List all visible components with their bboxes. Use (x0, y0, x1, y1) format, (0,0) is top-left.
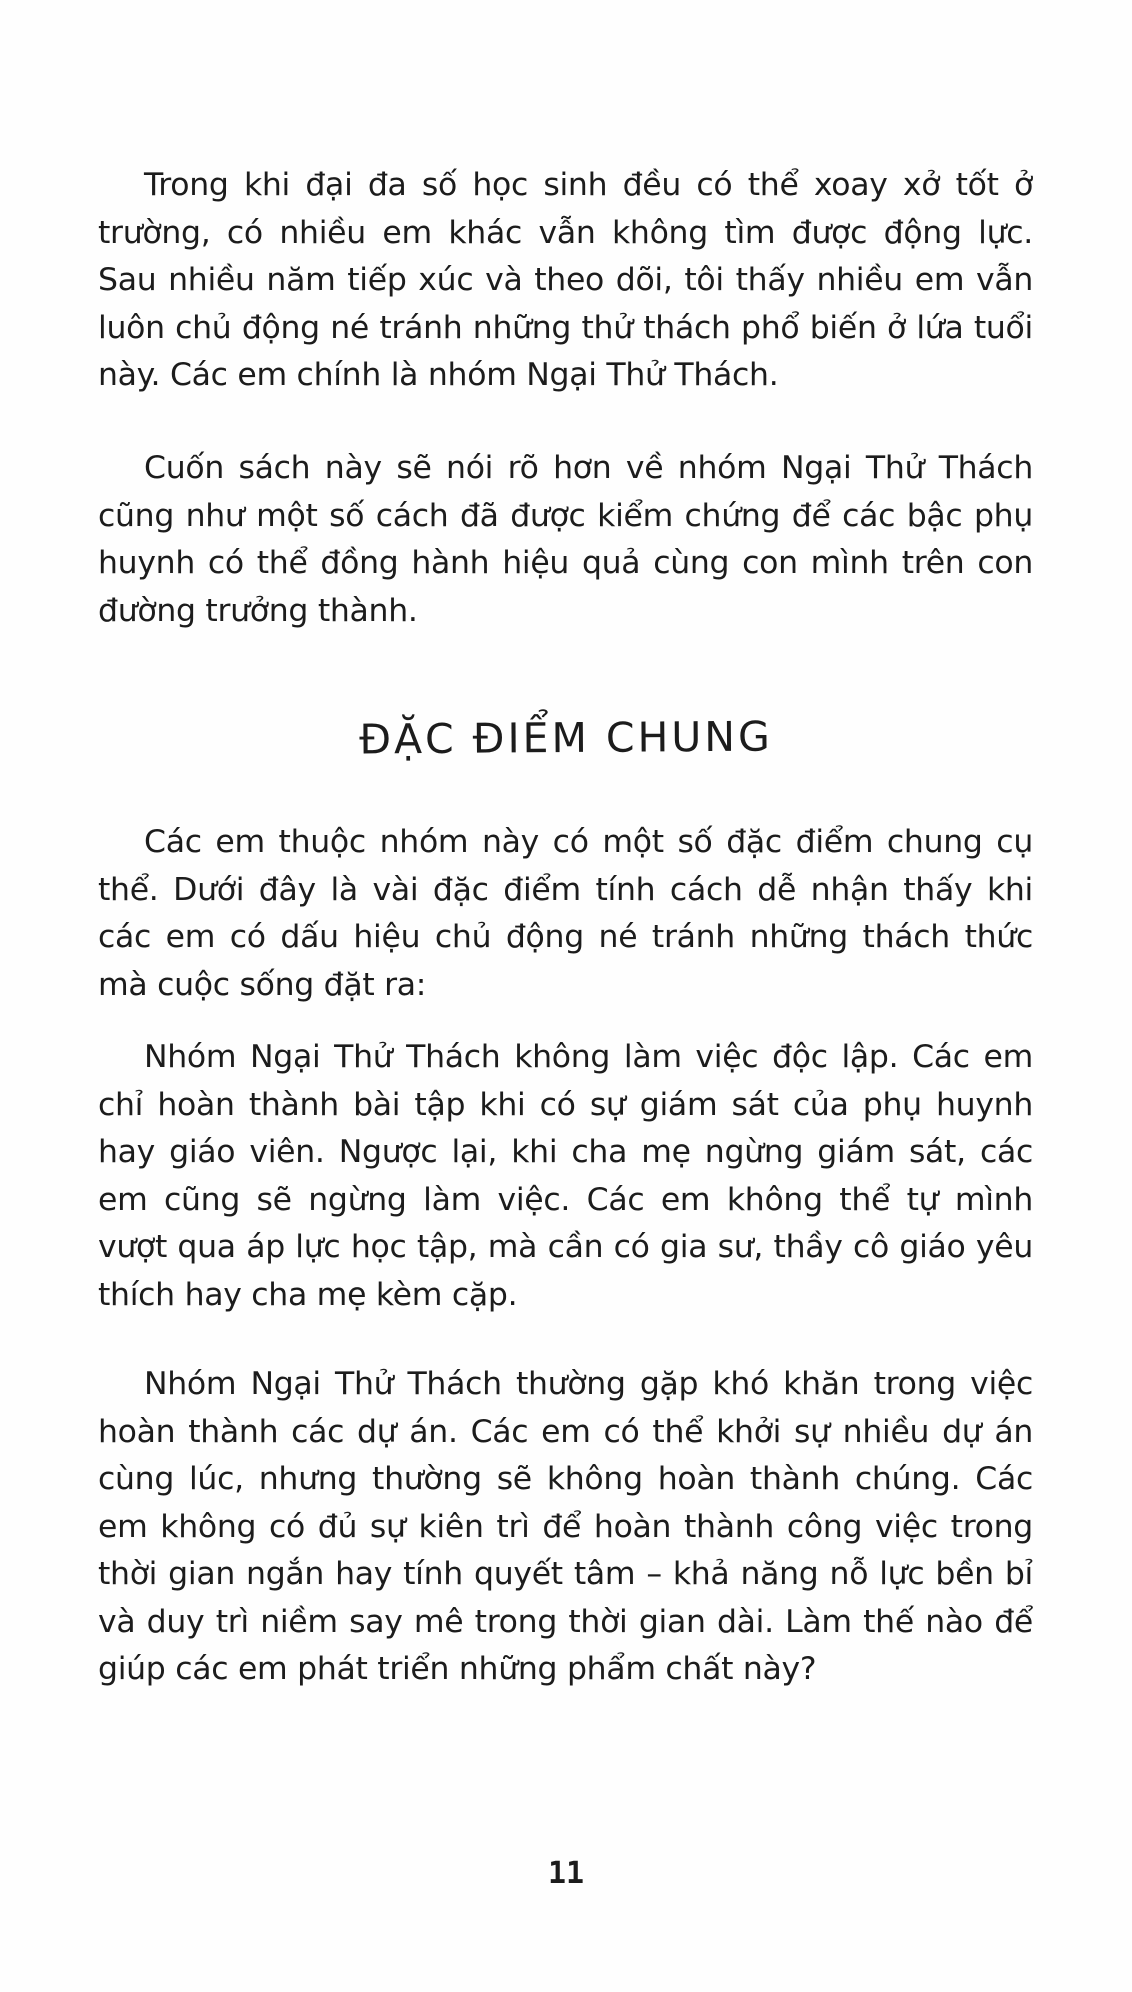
paragraph-not-independent: Nhóm Ngại Thử Thách không làm việc độc lập. Các em chỉ hoàn thành bài tập khi có sự giám sát của phụ huynh hay giáo viên. Ngược lại, khi cha mẹ ngừng giám sát, các em cũng sẽ ngừng làm việc. Các em không thể tự mình vượt qua áp lực học tập, mà cần có gia sư, thầy cô giáo yêu thích hay cha mẹ kèm cặp. (98, 1039, 1033, 1313)
page-number: 11 (547, 1856, 585, 1891)
paragraph-intro: Trong khi đại đa số học sinh đều có thể xoay xở tốt ở trường, có nhiều em khác vẫn không tìm được động lực. Sau nhiều năm tiếp xúc và theo dõi, tôi thấy nhiều em vẫn luôn chủ động né tránh những thử thách phổ biến ở lứa tuổi này. Các em chính là nhóm Ngại Thử Thách. (98, 167, 1033, 393)
paragraph-section-intro: Các em thuộc nhóm này có một số đặc điểm chung cụ thể. Dưới đây là vài đặc điểm tính cách dễ nhận thấy khi các em có dấu hiệu chủ động né tránh những thách thức mà cuộc sống đặt ra: (98, 824, 1033, 1003)
paragraph-unfinished-projects: Nhóm Ngại Thử Thách thường gặp khó khăn trong việc hoàn thành các dự án. Các em có thể khởi sự nhiều dự án cùng lúc, nhưng thường sẽ không hoàn thành chúng. Các em không có đủ sự kiên trì để hoàn thành công việc trong thời gian ngắn hay tính quyết tâm – khả năng nỗ lực bền bỉ và duy trì niềm say mê trong thời gian dài. Làm thế nào để giúp các em phát triển những phẩm chất này? (98, 1366, 1033, 1687)
paragraph-book-purpose: Cuốn sách này sẽ nói rõ hơn về nhóm Ngại Thử Thách cũng như một số cách đã được kiểm chứng để các bậc phụ huynh có thể đồng hành hiệu quả cùng con mình trên con đường trưởng thành. (98, 450, 1033, 629)
section-heading: ĐẶC ĐIỂM CHUNG (359, 712, 773, 764)
